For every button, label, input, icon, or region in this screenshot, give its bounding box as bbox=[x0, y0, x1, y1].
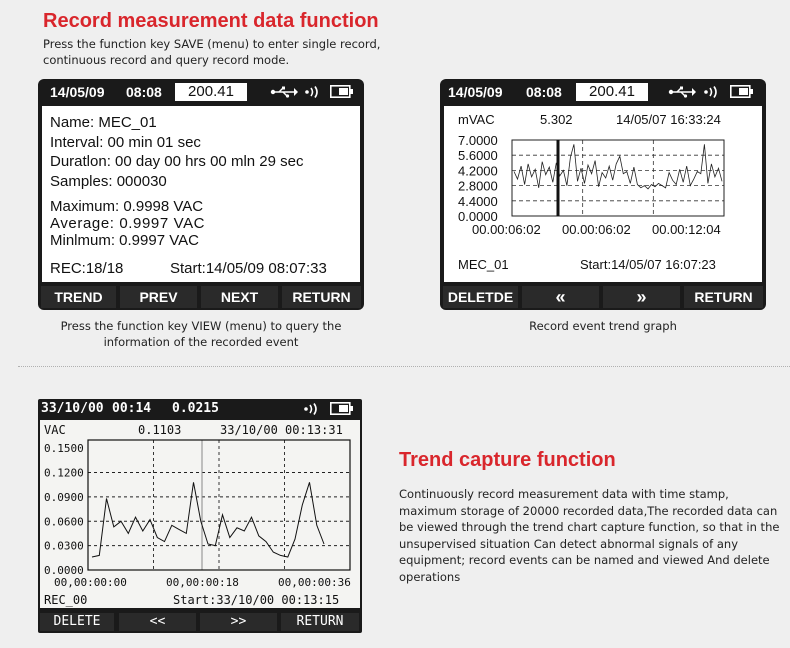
device-trend-capture bbox=[38, 399, 362, 633]
lcd-screen bbox=[444, 106, 762, 282]
y-tick-label: 0.1200 bbox=[44, 466, 84, 480]
return-button[interactable]: RETURN bbox=[281, 613, 359, 631]
device-trend-graph bbox=[440, 79, 766, 310]
chart-record-name: REC_00 bbox=[44, 593, 88, 607]
lcd-screen bbox=[40, 420, 360, 608]
trend-series-line bbox=[514, 144, 722, 189]
caption-record-info: Press the function key VIEW (menu) to query the information of the recorded event bbox=[60, 319, 342, 349]
chart-frame bbox=[512, 140, 724, 216]
scroll-right-button[interactable]: » bbox=[603, 286, 680, 308]
delete-button[interactable]: DELETE bbox=[40, 613, 114, 631]
return-button[interactable]: RETURN bbox=[684, 286, 763, 308]
record-duration: Duratlon: 00 day 00 hrs 00 mln 29 sec bbox=[50, 153, 304, 170]
y-tick-label: 0.1500 bbox=[44, 442, 84, 456]
chart-cursor-value: 0.1103 bbox=[138, 423, 182, 437]
status-time: 08:08 bbox=[126, 84, 162, 100]
softkey-bar bbox=[38, 611, 362, 633]
section-description-record: Press the function key SAVE (menu) to enter single record, continuous record and query record mode. bbox=[43, 37, 381, 67]
softkey-bar bbox=[440, 284, 766, 310]
status-date: 33/10/00 bbox=[41, 401, 104, 416]
battery-icon bbox=[330, 85, 354, 98]
usb-icon bbox=[270, 86, 298, 98]
section-title-trend-capture: Trend capture function bbox=[399, 449, 616, 471]
trend-chart bbox=[444, 106, 762, 282]
y-tick-label: 7.0000 bbox=[458, 133, 498, 148]
chart-cursor-value: 5.302 bbox=[540, 112, 573, 127]
section-divider bbox=[18, 366, 790, 367]
chart-start-time: Start:14/05/07 16:07:23 bbox=[580, 257, 716, 272]
y-tick-label: 5.6000 bbox=[458, 148, 498, 164]
status-time: 08:08 bbox=[526, 84, 562, 100]
record-name: Name: MEC_01 bbox=[50, 114, 157, 131]
status-date: 14/05/09 bbox=[448, 84, 503, 100]
chart-start-time: Start:33/10/00 00:13:15 bbox=[173, 593, 340, 607]
status-bar bbox=[440, 79, 766, 105]
record-counter: REC:18/18 bbox=[50, 260, 124, 277]
record-interval: Interval: 00 min 01 sec bbox=[50, 134, 201, 151]
chart-unit-label: VAC bbox=[44, 423, 66, 437]
chart-unit-label: mVAC bbox=[458, 112, 495, 127]
status-time: 00:14 bbox=[112, 401, 152, 416]
y-tick-label: 0.0000 bbox=[458, 209, 498, 224]
wireless-icon bbox=[704, 86, 722, 98]
record-average: Average: 0.9997 VAC bbox=[50, 215, 206, 232]
scroll-left-button[interactable]: « bbox=[522, 286, 599, 308]
reading-display: 200.41 bbox=[175, 83, 247, 101]
trend-button[interactable]: TREND bbox=[41, 286, 116, 308]
device-record-info bbox=[38, 79, 364, 310]
record-start-time: Start:14/05/09 08:07:33 bbox=[170, 260, 327, 277]
x-tick-label: 00.00:12:04 bbox=[652, 222, 721, 237]
next-button[interactable]: NEXT bbox=[201, 286, 278, 308]
x-tick-label: 00,00:00:36 bbox=[278, 576, 351, 589]
lcd-screen bbox=[42, 106, 360, 282]
status-date: 14/05/09 bbox=[50, 84, 105, 100]
y-tick-label: 0.0600 bbox=[44, 515, 84, 529]
section-description-trend-capture: Continuously record measurement data with time stamp, maximum storage of 20000 recorded data,The recorded data can be viewed through the trend chart capture function, so that in the unsupervised situation Can detect abnormal signals of any equipment; record events can be named and viewed And delete operations bbox=[399, 487, 780, 584]
scroll-right-button[interactable]: >> bbox=[200, 613, 277, 631]
reading-display: 0.0215 bbox=[172, 401, 219, 416]
usb-icon bbox=[668, 86, 696, 98]
reading-display: 200.41 bbox=[576, 83, 648, 101]
chart-record-name: MEC_01 bbox=[458, 257, 509, 272]
return-button[interactable]: RETURN bbox=[282, 286, 361, 308]
y-tick-label: 4.2000 bbox=[458, 163, 498, 179]
trend-capture-chart bbox=[40, 420, 360, 608]
y-tick-label: 0.0300 bbox=[44, 539, 84, 553]
battery-icon bbox=[730, 85, 754, 98]
prev-button[interactable]: PREV bbox=[120, 286, 197, 308]
chart-cursor-timestamp: 33/10/00 00:13:31 bbox=[220, 423, 343, 437]
record-minimum: Minlmum: 0.9997 VAC bbox=[50, 232, 199, 249]
delete-button[interactable]: DELETDE bbox=[443, 286, 518, 308]
chart-cursor-timestamp: 14/05/07 16:33:24 bbox=[616, 112, 721, 127]
wireless-icon bbox=[304, 403, 322, 415]
y-tick-label: 0.0000 bbox=[44, 564, 84, 577]
battery-icon bbox=[330, 402, 354, 415]
scroll-left-button[interactable]: << bbox=[119, 613, 196, 631]
caption-trend-graph: Record event trend graph bbox=[529, 319, 677, 333]
y-tick-label: 4.4000 bbox=[458, 193, 498, 209]
x-tick-label: 00,00:00:00 bbox=[54, 576, 127, 589]
y-tick-label: 0.0900 bbox=[44, 490, 84, 504]
x-tick-label: 00.00:06:02 bbox=[562, 222, 631, 237]
status-bar bbox=[38, 399, 362, 419]
status-bar bbox=[38, 79, 364, 105]
section-title-record: Record measurement data function bbox=[43, 10, 379, 32]
x-tick-label: 00,00:00:18 bbox=[166, 576, 239, 589]
x-tick-label: 00.00:06:02 bbox=[472, 222, 541, 237]
y-tick-label: 2.8000 bbox=[458, 178, 498, 194]
record-samples: Samples: 000030 bbox=[50, 173, 167, 190]
softkey-bar bbox=[38, 284, 364, 310]
wireless-icon bbox=[305, 86, 323, 98]
record-maximum: Maximum: 0.9998 VAC bbox=[50, 198, 204, 215]
